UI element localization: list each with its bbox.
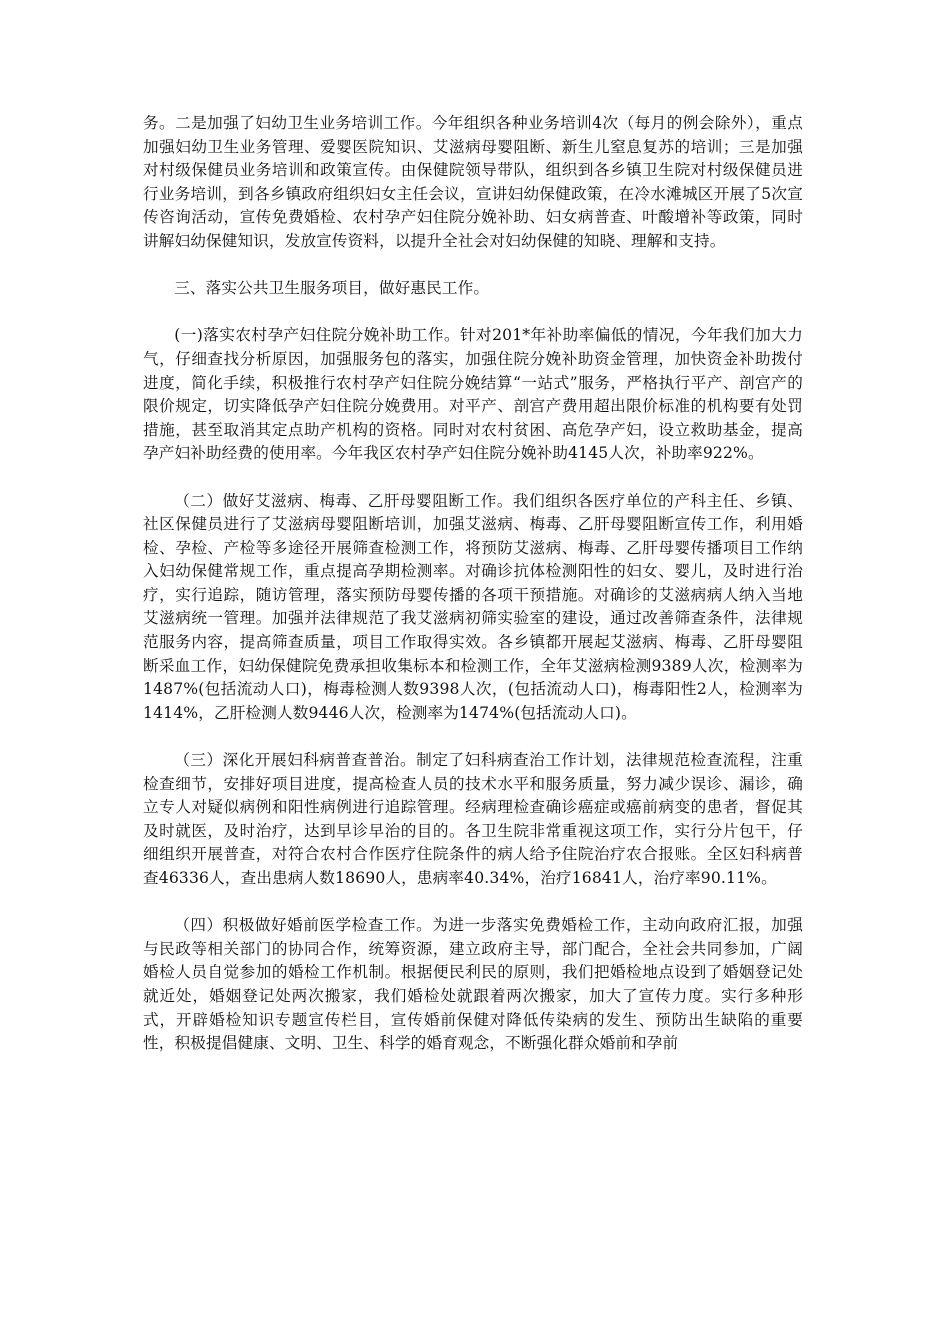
document-body — [143, 112, 803, 1056]
paragraph-mother-infant-blocking: （二）做好艾滋病、梅毒、乙肝母婴阻断工作。我们组织各医疗单位的产科主任、乡镇、社区保健员进行了艾滋病母婴阻断培训，加强艾滋病、梅毒、乙肝母婴阻断宣传工作，利用婚检、孕检、产检等多途径开展筛查检测工作，将预防艾滋病、梅毒、乙肝母婴传播项目工作纳入妇幼保健常规工作，重点提高孕期检测率。对确诊抗体检测阳性的妇女、婴儿，及时进行治疗，实行追踪，随访管理，落实预防母婴传播的各项干预措施。对确诊的艾滋病病人纳入当地艾滋病统一管理。加强并法律规范了我艾滋病初筛实验室的建设，通过改善筛查条件，法律规范服务内容，提高筛查质量，项目工作取得实效。各乡镇都开展起艾滋病、梅毒、乙肝母婴阻断采血工作，妇幼保健院免费承担收集标本和检测工作，全年艾滋病检测9389人次，检测率为1487%(包括流动人口)，梅毒检测人数9398人次，(包括流动人口)，梅毒阳性2人，检测率为1414%，乙肝检测人数9446人次，检测率为1474%(包括流动人口)。 — [143, 491, 803, 722]
paragraph-gynecological-screening: （三）深化开展妇科病普查普治。制定了妇科病查治工作计划，法律规范检查流程，注重检查细节，安排好项目进度，提高检查人员的技术水平和服务质量，努力减少误诊、漏诊，确立专人对疑似病例和阳性病例进行追踪管理。经病理检查确诊癌症或癌前病变的患者，督促其及时就医，及时治疗，达到早诊早治的目的。各卫生院非常重视这项工作，实行分片包干，仔细组织开展普查，对符合农村合作医疗住院条件的病人给予住院治疗农合报账。全区妇科病普查46336人，查出患病人数18690人，患病率40.34%，治疗16841人，治疗率90.11%。 — [143, 751, 803, 887]
paragraph-delivery-subsidy: (一)落实农村孕产妇住院分娩补助工作。针对201*年补助率偏低的情况，今年我们加大力气，仔细查找分析原因，加强服务包的落实，加强住院分娩补助资金管理，加快资金补助拨付进度，简化手续，积极推行农村孕产妇住院分娩结算“一站式”服务，严格执行平产、剖宫产的限价规定，切实降低孕产妇住院分娩费用。对平产、剖宫产费用超出限价标准的机构要有处罚措施，甚至取消其定点助产机构的资格。同时对农村贫困、高危孕产妇，设立救助基金，提高孕产妇补助经费的使用率。今年我区农村孕产妇住院分娩补助4145人次，补助率922%。 — [143, 326, 803, 463]
paragraph-premarital-examination: （四）积极做好婚前医学检查工作。为进一步落实免费婚检工作，主动向政府汇报，加强与民政等相关部门的协同合作，统筹资源，建立政府主导，部门配合，全社会共同参加，广阔婚检人员自觉参加的婚检工作机制。根据便民利民的原则，我们把婚检地点设到了婚姻登记处就近处，婚姻登记处两次搬家，我们婚检处就跟着两次搬家，加大了宣传力度。实行多种形式，开辟婚检知识专题宣传栏目，宣传婚前保健对降低传染病的发生、预防出生缺陷的重要性，积极提倡健康、文明、卫生、科学的婚育观念，不断强化群众婚前和孕前 — [143, 916, 803, 1053]
paragraph-training-and-publicity: 务。二是加强了妇幼卫生业务培训工作。今年组织各种业务培训4次（每月的例会除外），重点加强妇幼卫生业务管理、爱婴医院知识、艾滋病母婴阻断、新生儿窒息复苏的培训；三是加强对村级保健员业务培训和政策宣传。由保健院领导带队，组织到各乡镇卫生院对村级保健员进行业务培训，到各乡镇政府组织妇女主任会议，宣讲妇幼保健政策，在冷水滩城区开展了5次宣传咨询活动，宣传免费婚检、农村孕产妇住院分娩补助、妇女病普查、叶酸增补等政策，同时讲解妇幼保健知识，发放宣传资料，以提升全社会对妇幼保健的知晓、理解和支持。 — [143, 114, 803, 250]
section-heading-public-health-services: 三、落实公共卫生服务项目，做好惠民工作。 — [174, 279, 490, 298]
